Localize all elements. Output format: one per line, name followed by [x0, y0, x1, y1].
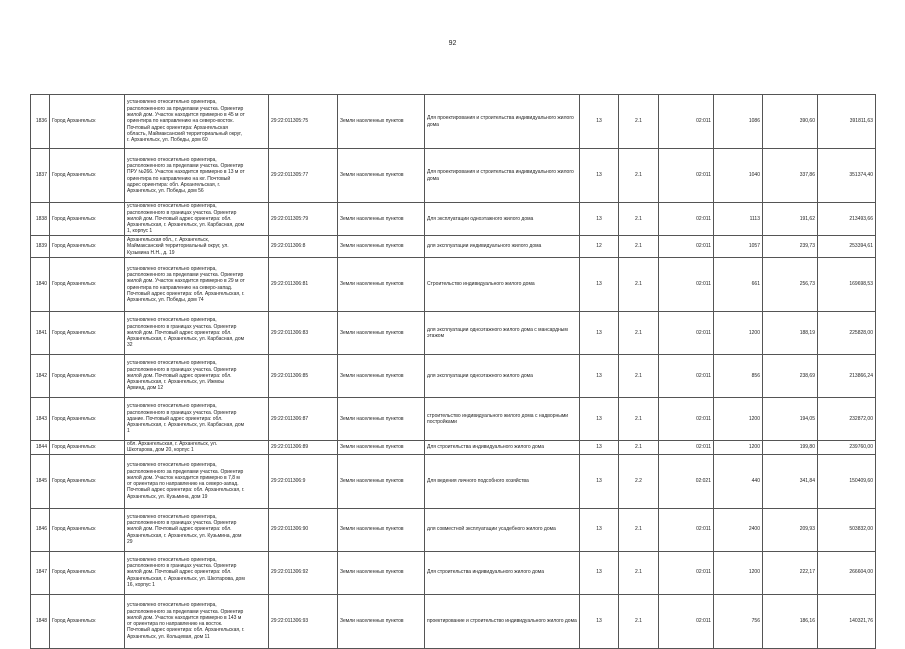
cadastral-number: 29:22:011306:81	[269, 258, 338, 312]
land-category: Земли населенных пунктов	[338, 508, 425, 551]
table-body	[31, 95, 876, 649]
specific-cadastral-value: 341,84	[763, 454, 818, 508]
row-number: 1844	[31, 441, 50, 455]
permitted-use: проектирование и строительство индивидуального жилого дома	[425, 594, 580, 648]
use-code: 02:011	[659, 508, 714, 551]
location-description: установлено относительно ориентира, расположенного за пределами участка. Ориентир жилой дом. Участок находится примерно в 7,8 м от ориентира по направлению на северо-запад. Почтовый адрес ориентира: обл. Архангельская, г. Архангельск, ул. Кузьмина, дом 19	[125, 454, 269, 508]
cadastral-number: 29:22:011306:89	[269, 441, 338, 455]
land-category: Земли населенных пунктов	[338, 258, 425, 312]
settlement-name: Город Архангельск	[50, 508, 125, 551]
land-area: 661	[714, 258, 763, 312]
zone-number: 13	[580, 441, 619, 455]
permitted-use: для эксплуатации одноэтажного жилого дома	[425, 355, 580, 398]
land-category: Земли населенных пунктов	[338, 355, 425, 398]
table-row	[31, 258, 876, 312]
table-row	[31, 454, 876, 508]
settlement-name: Город Архангельск	[50, 398, 125, 441]
location-description: установлено относительно ориентира, расположенного в границах участка. Ориентир жилой дом. Почтовый адрес ориентира: обл. Архангельская, г. Архангельск, ул. Шкотарова, дом 16, корпус 1	[125, 551, 269, 594]
specific-cadastral-value: 256,73	[763, 258, 818, 312]
zone-number: 12	[580, 236, 619, 258]
land-category: Земли населенных пунктов	[338, 149, 425, 203]
row-number: 1838	[31, 203, 50, 236]
land-category: Земли населенных пунктов	[338, 203, 425, 236]
table-row	[31, 441, 876, 455]
settlement-name: Город Архангельск	[50, 312, 125, 355]
use-group: 2.1	[619, 551, 659, 594]
cadastral-number: 29:22:011306:8	[269, 236, 338, 258]
row-number: 1839	[31, 236, 50, 258]
location-description: установлено относительно ориентира, расположенного в границах участка. Ориентир жилой дом. Почтовый адрес ориентира: обл. Архангельская, г. Архангельск, ул. Карбасная, дом 32	[125, 312, 269, 355]
cadastral-value: 351374,40	[818, 149, 876, 203]
cadastral-value: 266604,00	[818, 551, 876, 594]
row-number: 1845	[31, 454, 50, 508]
specific-cadastral-value: 209,93	[763, 508, 818, 551]
use-group: 2.1	[619, 312, 659, 355]
land-area: 856	[714, 355, 763, 398]
use-code: 02:011	[659, 203, 714, 236]
location-description: установлено относительно ориентира, расположенного за пределами участка. Ориентир жилой дом. Участок находится примерно в 29 м от ориентира по направлению на северо-запад. Почтовый адрес ориентира: обл. Архангельская, г. Архангельск, ул. Победы, дом 74	[125, 258, 269, 312]
cadastral-number: 29:22:011305:75	[269, 95, 338, 149]
land-category: Земли населенных пунктов	[338, 236, 425, 258]
table-row	[31, 312, 876, 355]
specific-cadastral-value: 194,05	[763, 398, 818, 441]
permitted-use: Для проектирования и строительства индивидуального жилого дома	[425, 95, 580, 149]
land-area: 756	[714, 594, 763, 648]
location-description: установлено относительно ориентира, расположенного за пределами участка. Ориентир жилой дом. Участок находится примерно в 143 м от ориентира по направлению на восток. Почтовый адрес ориентира: обл. Архангельская, г. Архангельск, ул. Кольцевая, дом 11	[125, 594, 269, 648]
cadastral-value: 213493,66	[818, 203, 876, 236]
permitted-use: Строительство индивидуального жилого дома	[425, 258, 580, 312]
use-code: 02:011	[659, 551, 714, 594]
zone-number: 13	[580, 312, 619, 355]
specific-cadastral-value: 337,86	[763, 149, 818, 203]
land-category: Земли населенных пунктов	[338, 398, 425, 441]
permitted-use: Для ведения личного подсобного хозяйства	[425, 454, 580, 508]
land-category: Земли населенных пунктов	[338, 594, 425, 648]
permitted-use: для эксплуатации одноэтажного жилого дома с мансардным этажом	[425, 312, 580, 355]
location-description: установлено относительно ориентира, расположенного за пределами участка. Ориентир ПРУ №266. Участок находится примерно в 13 м от ориентира по направлению на юг. Почтовый адрес ориентира: обл. Архангельская, г. Архангельск, ул. Победы, дом 56	[125, 149, 269, 203]
table-row	[31, 236, 876, 258]
table-row	[31, 149, 876, 203]
cadastral-value: 150409,60	[818, 454, 876, 508]
cadastral-number: 29:22:011306:90	[269, 508, 338, 551]
use-code: 02:011	[659, 594, 714, 648]
use-group: 2.1	[619, 258, 659, 312]
permitted-use: Для строительства индивидуального жилого дома	[425, 551, 580, 594]
specific-cadastral-value: 199,80	[763, 441, 818, 455]
specific-cadastral-value: 238,69	[763, 355, 818, 398]
cadastral-value: 253394,61	[818, 236, 876, 258]
zone-number: 13	[580, 258, 619, 312]
use-code: 02:011	[659, 441, 714, 455]
location-description: Архангельская обл., г. Архангельск, Маймаксанский территориальный округ, ул. Кузьмина Н.Н., д. 19	[125, 236, 269, 258]
use-group: 2.1	[619, 594, 659, 648]
cadastral-value: 225828,00	[818, 312, 876, 355]
table-row	[31, 203, 876, 236]
cadastral-value: 503832,00	[818, 508, 876, 551]
use-code: 02:011	[659, 398, 714, 441]
specific-cadastral-value: 186,16	[763, 594, 818, 648]
settlement-name: Город Архангельск	[50, 454, 125, 508]
use-code: 02:011	[659, 258, 714, 312]
row-number: 1842	[31, 355, 50, 398]
use-code: 02:021	[659, 454, 714, 508]
zone-number: 13	[580, 149, 619, 203]
location-description: установлено относительно ориентира, расположенного за пределами участка. Ориентир жилой дом. Участок находится примерно в 45 м от ориентира по направлению на северо-восток. Почтовый адрес ориентира: Архангельская область, Маймаксанский территориальный округ, г. Архангельск, ул. Победы, дом 60	[125, 95, 269, 149]
use-group: 2.1	[619, 441, 659, 455]
page-number: 92	[448, 40, 457, 47]
row-number: 1836	[31, 95, 50, 149]
permitted-use: Для строительства индивидуального жилого дома	[425, 441, 580, 455]
location-description: установлено относительно ориентира, расположенного в границах участка. Ориентир жилой дом. Почтовый адрес ориентира: обл. Архангельская, г. Архангельск, ул. Карбасная, дом 1, корпус 1	[125, 203, 269, 236]
settlement-name: Город Архангельск	[50, 551, 125, 594]
permitted-use: строительство индивидуального жилого дома с надворными постройками	[425, 398, 580, 441]
land-category: Земли населенных пунктов	[338, 551, 425, 594]
land-area: 440	[714, 454, 763, 508]
permitted-use: для эксплуатации индивидуального жилого дома	[425, 236, 580, 258]
permitted-use: для совместной эксплуатации усадебного жилого дома	[425, 508, 580, 551]
permitted-use: Для проектирования и строительства индивидуального жилого дома	[425, 149, 580, 203]
row-number: 1846	[31, 508, 50, 551]
cadastral-number: 29:22:011305:77	[269, 149, 338, 203]
use-code: 02:011	[659, 95, 714, 149]
cadastral-number: 29:22:011306:83	[269, 312, 338, 355]
land-area: 1200	[714, 312, 763, 355]
land-area: 1200	[714, 441, 763, 455]
table-row	[31, 508, 876, 551]
settlement-name: Город Архангельск	[50, 95, 125, 149]
land-category: Земли населенных пунктов	[338, 312, 425, 355]
zone-number: 13	[580, 454, 619, 508]
land-area: 1040	[714, 149, 763, 203]
use-group: 2.1	[619, 355, 659, 398]
specific-cadastral-value: 188,19	[763, 312, 818, 355]
land-area: 1057	[714, 236, 763, 258]
use-group: 2.1	[619, 95, 659, 149]
zone-number: 13	[580, 95, 619, 149]
cadastral-value-table	[30, 94, 876, 649]
table-row	[31, 398, 876, 441]
row-number: 1840	[31, 258, 50, 312]
cadastral-number: 29:22:011306:85	[269, 355, 338, 398]
settlement-name: Город Архангельск	[50, 236, 125, 258]
land-category: Земли населенных пунктов	[338, 441, 425, 455]
cadastral-number: 29:22:011306:92	[269, 551, 338, 594]
land-category: Земли населенных пунктов	[338, 454, 425, 508]
use-code: 02:011	[659, 236, 714, 258]
location-description: установлено относительно ориентира, расположенного в границах участка. Ориентир здание. Почтовый адрес ориентира: обл. Архангельская, г. Архангельск, ул. Карбасная, дом 1	[125, 398, 269, 441]
zone-number: 13	[580, 551, 619, 594]
use-group: 2.2	[619, 454, 659, 508]
cadastral-value: 232872,00	[818, 398, 876, 441]
table-row	[31, 95, 876, 149]
cadastral-value: 169698,53	[818, 258, 876, 312]
location-description: установлено относительно ориентира, расположенного в границах участка. Ориентир жилой дом. Почтовый адрес ориентира: обл. Архангельская, г. Архангельск, ул. Кузьмина, дом 29	[125, 508, 269, 551]
use-code: 02:011	[659, 149, 714, 203]
row-number: 1837	[31, 149, 50, 203]
land-category: Земли населенных пунктов	[338, 95, 425, 149]
settlement-name: Город Архангельск	[50, 149, 125, 203]
settlement-name: Город Архангельск	[50, 258, 125, 312]
specific-cadastral-value: 390,60	[763, 95, 818, 149]
row-number: 1848	[31, 594, 50, 648]
location-description: обл. Архангельская, г. Архангельск, ул. Шкотарова, дом 20, корпус 1	[125, 441, 269, 455]
settlement-name: Город Архангельск	[50, 355, 125, 398]
zone-number: 13	[580, 203, 619, 236]
row-number: 1841	[31, 312, 50, 355]
location-description: установлено относительно ориентира, расположенного в границах участка. Ориентир жилой дом. Почтовый адрес ориентира: обл. Архангельская, г. Архангельск, ул. Ижмоы Арвинд, дом 12	[125, 355, 269, 398]
zone-number: 13	[580, 594, 619, 648]
row-number: 1843	[31, 398, 50, 441]
land-area: 1200	[714, 551, 763, 594]
cadastral-number: 29:22:011305:79	[269, 203, 338, 236]
cadastral-value: 391811,63	[818, 95, 876, 149]
cadastral-number: 29:22:011306:93	[269, 594, 338, 648]
use-group: 2.1	[619, 398, 659, 441]
zone-number: 13	[580, 355, 619, 398]
row-number: 1847	[31, 551, 50, 594]
specific-cadastral-value: 191,62	[763, 203, 818, 236]
use-code: 02:011	[659, 355, 714, 398]
use-group: 2.1	[619, 508, 659, 551]
use-group: 2.1	[619, 203, 659, 236]
specific-cadastral-value: 239,73	[763, 236, 818, 258]
use-code: 02:011	[659, 312, 714, 355]
use-group: 2.1	[619, 236, 659, 258]
cadastral-number: 29:22:011306:9	[269, 454, 338, 508]
use-group: 2.1	[619, 149, 659, 203]
cadastral-value: 239760,00	[818, 441, 876, 455]
cadastral-number: 29:22:011306:87	[269, 398, 338, 441]
zone-number: 13	[580, 508, 619, 551]
land-area: 1086	[714, 95, 763, 149]
table-row	[31, 355, 876, 398]
land-area: 1113	[714, 203, 763, 236]
settlement-name: Город Архангельск	[50, 203, 125, 236]
table-row	[31, 551, 876, 594]
permitted-use: Для эксплуатации одноэтажного жилого дома	[425, 203, 580, 236]
zone-number: 13	[580, 398, 619, 441]
settlement-name: Город Архангельск	[50, 441, 125, 455]
cadastral-value: 213866,24	[818, 355, 876, 398]
cadastral-value: 140321,76	[818, 594, 876, 648]
land-area: 2400	[714, 508, 763, 551]
specific-cadastral-value: 222,17	[763, 551, 818, 594]
land-area: 1200	[714, 398, 763, 441]
settlement-name: Город Архангельск	[50, 594, 125, 648]
